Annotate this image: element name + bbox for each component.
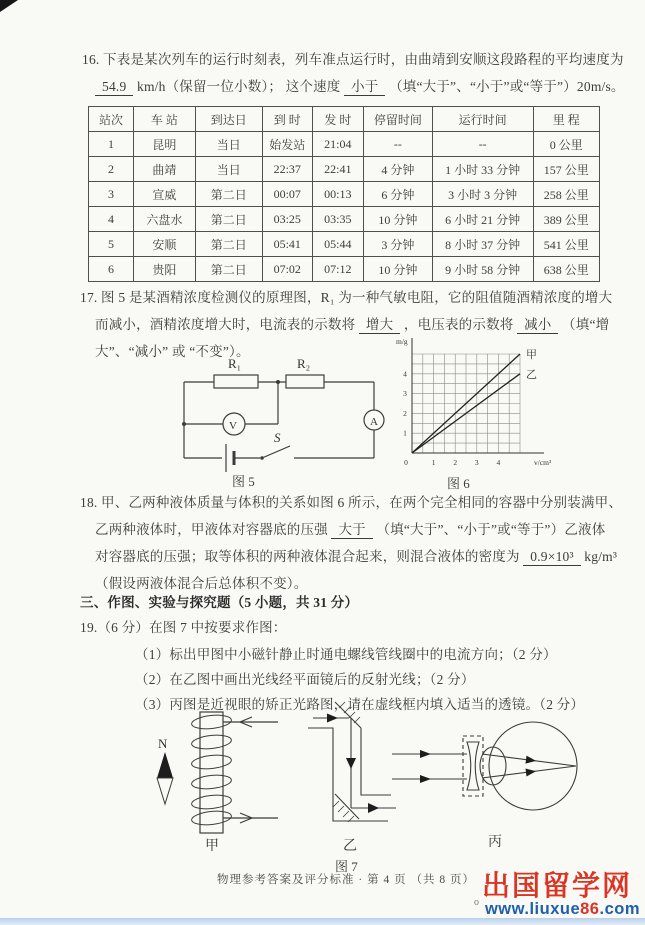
q17-line2-e: （填“增: [562, 317, 610, 332]
junction-dot: [276, 380, 280, 384]
table-cell: 03:35: [312, 207, 363, 232]
table-cell: 00:13: [312, 182, 363, 207]
q18-line2: [95, 518, 605, 539]
q17-answer-ammeter: 增大: [359, 313, 400, 334]
table-cell: 第二日: [195, 232, 262, 257]
compass-needle-south: [157, 778, 173, 804]
table-row: [89, 182, 600, 207]
periscope-diagram: [308, 702, 396, 854]
table-cell: 第二日: [195, 207, 262, 232]
q16-line2: [95, 75, 625, 96]
table-header-cell: 里 程: [533, 107, 599, 132]
table-row: [89, 132, 600, 157]
compass-needle-north: [157, 752, 173, 778]
ammeter-label: A: [370, 416, 378, 428]
table-cell: 当日: [195, 132, 262, 157]
q16-line2-end: （填“大于”、“小于”或“等于”）20m/s。: [389, 79, 625, 94]
voltmeter-label: V: [229, 420, 237, 432]
q16-line2-mid: km/h（保留一位小数）； 这个速度: [137, 79, 341, 94]
table-cell: 389 公里: [533, 207, 599, 232]
table-row: [89, 207, 600, 232]
switch-blade: [262, 446, 290, 458]
table-cell: 22:37: [262, 157, 312, 182]
mirror-bottom: [335, 794, 359, 819]
y-tick-label: 1: [403, 428, 407, 438]
watermark-url-num: 86: [580, 900, 600, 918]
table-cell: 4 分钟: [363, 157, 432, 182]
table-cell: 第二日: [195, 182, 262, 207]
table-cell: 05:41: [262, 232, 312, 257]
table-cell: 0 公里: [533, 132, 599, 157]
table-cell: 638 公里: [533, 257, 599, 282]
q17-line2-c: ，电压表的示数将: [403, 317, 514, 332]
table-row: [89, 232, 600, 257]
ray-arrow-icon: [526, 756, 537, 764]
concave-lens: [467, 742, 479, 790]
table-header-cell: 站次: [89, 107, 134, 132]
table-cell: 07:12: [312, 257, 363, 282]
figure-7-caption: 图 7: [335, 859, 358, 874]
table-cell: 6 小时 21 分钟: [432, 207, 533, 232]
label-jia: 甲: [205, 839, 219, 854]
scan-corner-mark: [0, 0, 18, 12]
table-header-cell: 车 站: [133, 107, 195, 132]
q19-line1: 19.（6 分）在图 7 中按要求作图：: [80, 620, 287, 635]
table-cell: 安顺: [133, 232, 195, 257]
r1-label: R₁: [228, 356, 242, 371]
table-cell: 贵阳: [133, 257, 195, 282]
q19-item1: （1）标出甲图中小磁针静止时通电螺线管线圈中的电流方向；（2 分）: [135, 647, 557, 662]
table-cell: 始发站: [262, 132, 312, 157]
figure-5-caption: 图 5: [232, 474, 255, 489]
table-header-row: [89, 107, 600, 132]
q17-line2: [95, 313, 609, 334]
table-cell: 3 小时 3 分钟: [432, 182, 533, 207]
x-tick-label: 1: [431, 458, 436, 467]
q18-answer-pressure: 大于: [331, 518, 372, 539]
q18-line2-a: 乙两种液体时，甲液体对容器底的压强: [95, 522, 328, 537]
watermark-url-post: .com: [599, 900, 640, 918]
ray-arrow-icon: [420, 775, 431, 783]
table-cell: 3 分钟: [363, 232, 432, 257]
table-cell: 157 公里: [533, 157, 599, 182]
y-tick-label: 3: [403, 389, 407, 399]
table-cell: 曲靖: [133, 157, 195, 182]
table-cell: 2: [89, 157, 134, 182]
table-cell: 宣威: [133, 182, 195, 207]
q17-line2-a: 而减小，酒精浓度增大时，电流表的示数将: [95, 317, 356, 332]
page-footer: 物理参考答案及评分标准 · 第 4 页 （共 8 页）: [217, 874, 475, 886]
watermark-site-url: [485, 901, 640, 918]
figure-5-circuit: [166, 354, 401, 476]
table-cell: 9 小时 58 分钟: [432, 257, 533, 282]
figure-7-diagrams: [130, 698, 620, 858]
ray-arrow-icon: [327, 714, 338, 723]
q17-line1: 17. 图 5 是某酒精浓度检测仪的原理图，R₁ 为一种气敏电阻，它的阻值随酒精浓度的增大: [80, 290, 613, 305]
table-cell: 05:44: [312, 232, 363, 257]
table-cell: --: [432, 132, 533, 157]
q17-answer-voltmeter: 减小: [517, 313, 558, 334]
q18-answer-density: 0.9×10³: [523, 549, 580, 566]
table-cell: 4: [89, 207, 134, 232]
x-tick-label: 0: [404, 458, 408, 467]
table-header-cell: 发 时: [312, 107, 363, 132]
ray-arrow-icon: [526, 769, 537, 777]
q18-line4: （假设两液体混合后总体积不变）。: [95, 576, 308, 591]
solenoid-coils: [191, 713, 232, 826]
table-cell: 541 公里: [533, 232, 599, 257]
table-cell: --: [363, 132, 432, 157]
label-yi: 乙: [343, 839, 357, 854]
q16-answer-compare: 小于: [344, 75, 385, 96]
table-cell: 5: [89, 232, 134, 257]
table-cell: 昆明: [133, 132, 195, 157]
table-cell: 当日: [195, 157, 262, 182]
table-row: [89, 157, 600, 182]
section-3-heading: 三、作图、实验与探究题（5 小题，共 31 分）: [80, 595, 359, 610]
y-axis-label: m/g: [396, 337, 408, 346]
train-timetable: [88, 106, 600, 282]
q18-line3: [95, 545, 617, 566]
table-cell: 1 小时 33 分钟: [432, 157, 533, 182]
series-label: 乙: [526, 368, 537, 381]
table-cell: 258 公里: [533, 182, 599, 207]
table-header-cell: 到 时: [262, 107, 312, 132]
eyeball: [489, 722, 577, 810]
x-tick-label: 3: [474, 458, 479, 467]
eye-lens: [480, 747, 506, 785]
tube-right-wall: [361, 728, 391, 795]
ray-arrow-icon: [420, 750, 431, 758]
y-tick-label: 2: [403, 408, 407, 418]
table-cell: 03:25: [262, 207, 312, 232]
r2-label: R₂: [297, 356, 311, 371]
resistor-r1: [214, 375, 258, 388]
q18-line2-c: （填“大于”、“小于”或“等于”）乙液体: [376, 522, 606, 537]
table-cell: 22:41: [312, 157, 363, 182]
table-cell: 00:07: [262, 182, 312, 207]
table-row: [89, 257, 600, 282]
table-cell: 1: [89, 132, 134, 157]
q16-line1: 16. 下表是某次列车的运行时刻表，列车准点运行时，由曲靖到安顺这段路程的平均速度为: [82, 52, 624, 67]
solenoid-diagram: [157, 712, 278, 854]
q16-answer-speed: 54.9: [95, 79, 133, 96]
series-label: 甲: [526, 349, 537, 361]
table-cell: 六盘水: [133, 207, 195, 232]
switch-pivot: [260, 456, 264, 460]
watermark-site-name: 出国留学网: [481, 870, 632, 901]
eye-diagram: [392, 722, 577, 850]
switch-label: S: [274, 430, 281, 445]
solenoid-core: [200, 712, 223, 833]
table-cell: 10 分钟: [363, 207, 432, 232]
table-cell: 第二日: [195, 257, 262, 282]
q19-item3: （3）丙图是近视眼的矫正光路图，请在虚线框内填入适当的透镜。（2 分）: [135, 697, 585, 712]
table-cell: 21:04: [312, 132, 363, 157]
y-tick-label: 4: [403, 369, 407, 379]
mirror-top: [335, 702, 361, 728]
watermark-url-pre: www.liuxue: [484, 900, 581, 918]
table-cell: 07:02: [262, 257, 312, 282]
table-header-cell: 到达日: [195, 107, 262, 132]
q18-line3-a: 对容器底的压强；取等体积的两种液体混合起来，则混合液体的密度为: [95, 549, 520, 564]
x-axis-label: v/cm³: [534, 458, 552, 467]
table-header-cell: 运行时间: [432, 107, 533, 132]
mirror-hatching: [339, 702, 360, 723]
q19-item2: （2）在乙图中画出光线经平面镜后的反射光线；（2 分）: [135, 672, 475, 687]
page-dot: o: [474, 897, 479, 908]
table-cell: 3: [89, 182, 134, 207]
q18-line1: 18. 甲、乙两种液体质量与体积的关系如图 6 所示，在两个完全相同的容器中分别装满甲、: [80, 495, 623, 510]
q18-line3-c: kg/m³: [584, 549, 618, 564]
table-cell: 8 小时 37 分钟: [432, 232, 533, 257]
q17-line3: 大”、“减小” 或 “不变”）。: [95, 344, 250, 359]
label-bing: 丙: [488, 835, 502, 850]
compass-n-label: N: [158, 736, 168, 751]
table-cell: 6 分钟: [363, 182, 432, 207]
x-tick-label: 4: [496, 458, 501, 467]
ray-arrow-right-icon: [368, 803, 379, 813]
scan-edge-strip: [0, 918, 645, 925]
table-cell: 10 分钟: [363, 257, 432, 282]
table-header-cell: 停留时间: [363, 107, 432, 132]
figure-6-graph: [390, 332, 575, 472]
x-tick-label: 2: [453, 458, 458, 467]
junction-dot: [182, 422, 186, 426]
ray-arrow-down-icon: [346, 758, 356, 769]
figure-6-caption: 图 6: [447, 476, 470, 491]
table-cell: 6: [89, 257, 134, 282]
resistor-r2: [286, 375, 324, 388]
